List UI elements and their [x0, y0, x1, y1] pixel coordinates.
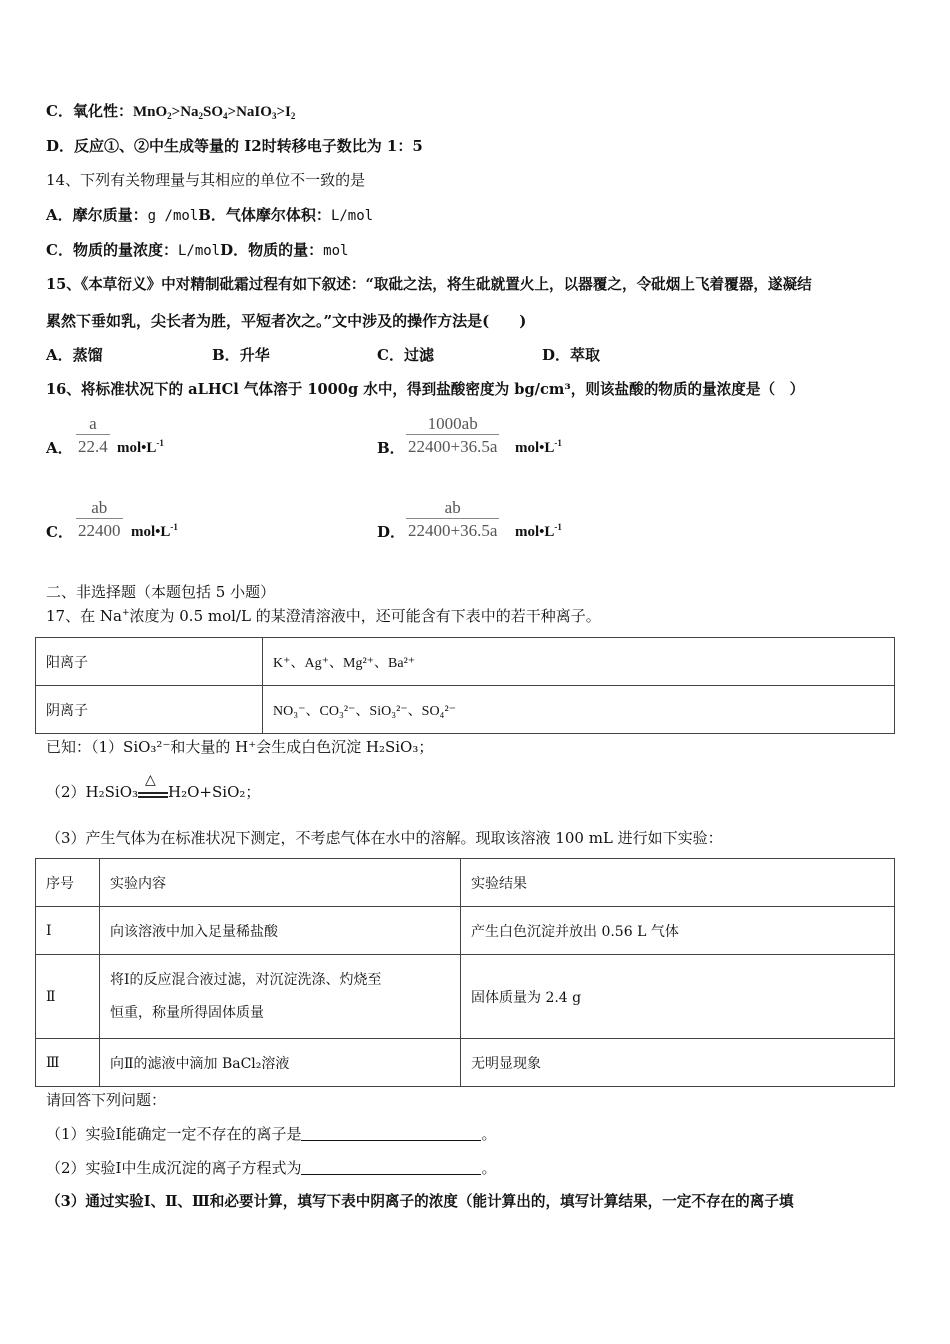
q17-stem — [46, 606, 601, 626]
exp-result: 固体质量为 2.4 g — [461, 955, 895, 1039]
q15-option-b — [212, 345, 270, 365]
oxidation-order: $MnO_2>Na_2SO_4>NaIO_3>I_2$ — [132, 104, 296, 121]
table-row — [36, 907, 895, 955]
exp-content: 向该溶液中加入足量稀盐酸 — [100, 907, 461, 955]
q13-option-d — [46, 136, 423, 156]
question-text: （1）实验Ⅰ能确定一定不存在的离子是 — [46, 1125, 302, 1143]
denominator: 22400+36.5a — [406, 434, 499, 457]
heat-equals-icon — [138, 772, 168, 802]
option-text: 升华 — [239, 346, 270, 364]
numerator: ab — [444, 498, 461, 517]
option-a-unit: g /mol — [147, 208, 199, 224]
ion-table — [35, 637, 895, 734]
ion-type-cell: 阳离子 — [36, 638, 263, 686]
exp-result: 产生白色沉淀并放出 0.56 L 气体 — [461, 907, 895, 955]
q16-option-d-unit — [515, 522, 562, 542]
q14-options-cd — [46, 240, 348, 261]
content-line-2: 恒重，称量所得固体质量 — [110, 1004, 264, 1021]
q16-option-a-unit — [117, 438, 164, 458]
denominator: 22.4 — [76, 434, 110, 457]
sub-question-2 — [46, 1158, 497, 1178]
unit-exponent: -1 — [156, 438, 164, 448]
content-line-1: 将Ⅰ的反应混合液过滤，对沉淀洗涤、灼烧至 — [110, 971, 382, 988]
period: 。 — [481, 1125, 497, 1143]
known-2 — [46, 772, 261, 802]
q16-option-b-label: B． — [377, 439, 405, 457]
ion-list-cell: NO₃⁻、CO₃²⁻、SiO₃²⁻、SO₄²⁻ — [263, 686, 895, 734]
answer-blank[interactable] — [301, 1126, 481, 1141]
option-label: B． — [212, 346, 240, 364]
answer-blank[interactable] — [301, 1160, 481, 1175]
q16-option-a-fraction — [76, 414, 110, 457]
header-no: 序号 — [36, 859, 100, 907]
q15-option-a — [46, 345, 103, 365]
exp-no: Ⅰ — [36, 907, 100, 955]
option-label: C． — [46, 102, 73, 120]
products: H₂O+SiO₂； — [168, 783, 261, 801]
table-row — [36, 638, 895, 686]
unit-exponent: -1 — [554, 438, 562, 448]
known-1: 已知：（1）SiO₃²⁻和大量的 H⁺会生成白色沉淀 H₂SiO₃； — [46, 738, 434, 756]
q15-stem-line1: 15、《本草衍义》中对精制砒霜过程有如下叙述：“取砒之法，将生砒就置火上，以器覆之，令砒烟上飞着覆器，遂凝结 — [46, 276, 812, 293]
unit-exponent: -1 — [554, 522, 562, 532]
q16-option-b-fraction — [406, 414, 499, 457]
ion-type-cell: 阴离子 — [36, 686, 263, 734]
option-text: 反应①、②中生成等量的 I2时转移电子数比为 1：5 — [74, 137, 423, 155]
option-text: 氧化性： — [72, 102, 133, 120]
delta-icon: △ — [145, 772, 156, 788]
reactant: （2）H₂SiO₃ — [46, 783, 139, 801]
exp-content: 向Ⅱ的滤液中滴加 BaCl₂溶液 — [100, 1039, 461, 1087]
denominator: 22400+36.5a — [406, 518, 499, 541]
option-b-label: B． — [198, 206, 226, 224]
numerator: a — [89, 414, 97, 433]
header-content: 实验内容 — [100, 859, 461, 907]
option-a-label: A． — [46, 206, 73, 224]
denominator: 22400 — [76, 518, 123, 541]
numerator: 1000ab — [427, 414, 478, 433]
unit-text: mol•L — [515, 524, 555, 540]
table-row — [36, 686, 895, 734]
stem-prefix: 17、在 Na — [46, 607, 122, 625]
known-3: （3）产生气体为在标准状况下测定，不考虑气体在水中的溶解。现取该溶液 100 mL 进行如下实验： — [46, 829, 723, 847]
plus-sign: + — [121, 608, 130, 618]
q14-options-ab — [46, 205, 373, 226]
q16-option-c-unit — [131, 522, 178, 542]
q16-option-c-fraction — [76, 498, 123, 541]
q14-stem: 14、下列有关物理量与其相应的单位不一致的是 — [46, 171, 366, 189]
ion-list-cell: K⁺、Ag⁺、Mg²⁺、Ba²⁺ — [263, 638, 895, 686]
option-d-text: 物质的量： — [248, 241, 324, 259]
option-b-text: 气体摩尔体积： — [225, 206, 331, 224]
q16-option-b-unit — [515, 438, 562, 458]
answer-prompt: 请回答下列问题： — [46, 1091, 167, 1109]
unit-text: mol•L — [131, 524, 171, 540]
option-c-text: 物质的量浓度： — [72, 241, 178, 259]
numerator: ab — [91, 498, 108, 517]
q15-stem-line2: 累然下垂如乳，尖长者为胜，平短者次之。”文中涉及的操作方法是( ) — [46, 312, 527, 330]
option-text: 萃取 — [570, 346, 601, 364]
unit-text: mol•L — [117, 440, 157, 456]
stem-suffix: 浓度为 0.5 mol/L 的某澄清溶液中，还可能含有下表中的若干种离子。 — [129, 607, 601, 625]
header-result: 实验结果 — [461, 859, 895, 907]
question-text: （2）实验Ⅰ中生成沉淀的离子方程式为 — [46, 1159, 302, 1177]
q15-option-c — [377, 345, 434, 365]
exp-no: Ⅲ — [36, 1039, 100, 1087]
unit-text: mol•L — [515, 440, 555, 456]
option-d-unit: mol — [323, 243, 349, 259]
exp-no: Ⅱ — [36, 955, 100, 1039]
q16-stem: 16、将标准状况下的 aLHCl 气体溶于 1000g 水中，得到盐酸密度为 bg/cm³，则该盐酸的物质的量浓度是（ ） — [46, 381, 805, 398]
option-d-label: D． — [220, 241, 249, 259]
table-header-row — [36, 859, 895, 907]
option-label: C． — [377, 346, 404, 364]
q13-option-c — [46, 101, 295, 122]
period: 。 — [481, 1159, 497, 1177]
option-label: D． — [46, 137, 75, 155]
option-text: 过滤 — [403, 346, 434, 364]
option-label: A． — [46, 346, 73, 364]
option-c-unit: L/mol — [177, 243, 221, 259]
q16-option-d-fraction — [406, 498, 499, 541]
q15-option-d — [542, 345, 600, 365]
q16-option-a-label: A． — [46, 439, 73, 457]
option-a-text: 摩尔质量： — [72, 206, 148, 224]
exp-result: 无明显现象 — [461, 1039, 895, 1087]
option-text: 蒸馏 — [72, 346, 103, 364]
sub-question-3: （3）通过实验Ⅰ、Ⅱ、Ⅲ和必要计算，填写下表中阴离子的浓度（能计算出的，填写计算结果，一定不存在的离子填 — [46, 1193, 794, 1210]
table-row — [36, 1039, 895, 1087]
section-heading: 二、非选择题（本题包括 5 小题） — [46, 583, 276, 601]
q16-option-c-label: C． — [46, 523, 73, 541]
q16-option-d-label: D． — [377, 523, 406, 541]
sub-question-1 — [46, 1124, 497, 1144]
experiment-table — [35, 858, 895, 1087]
exp-content — [100, 955, 461, 1039]
unit-exponent: -1 — [170, 522, 178, 532]
option-b-unit: L/mol — [330, 208, 374, 224]
option-c-label: C． — [46, 241, 73, 259]
table-row — [36, 955, 895, 1039]
option-label: D． — [542, 346, 571, 364]
